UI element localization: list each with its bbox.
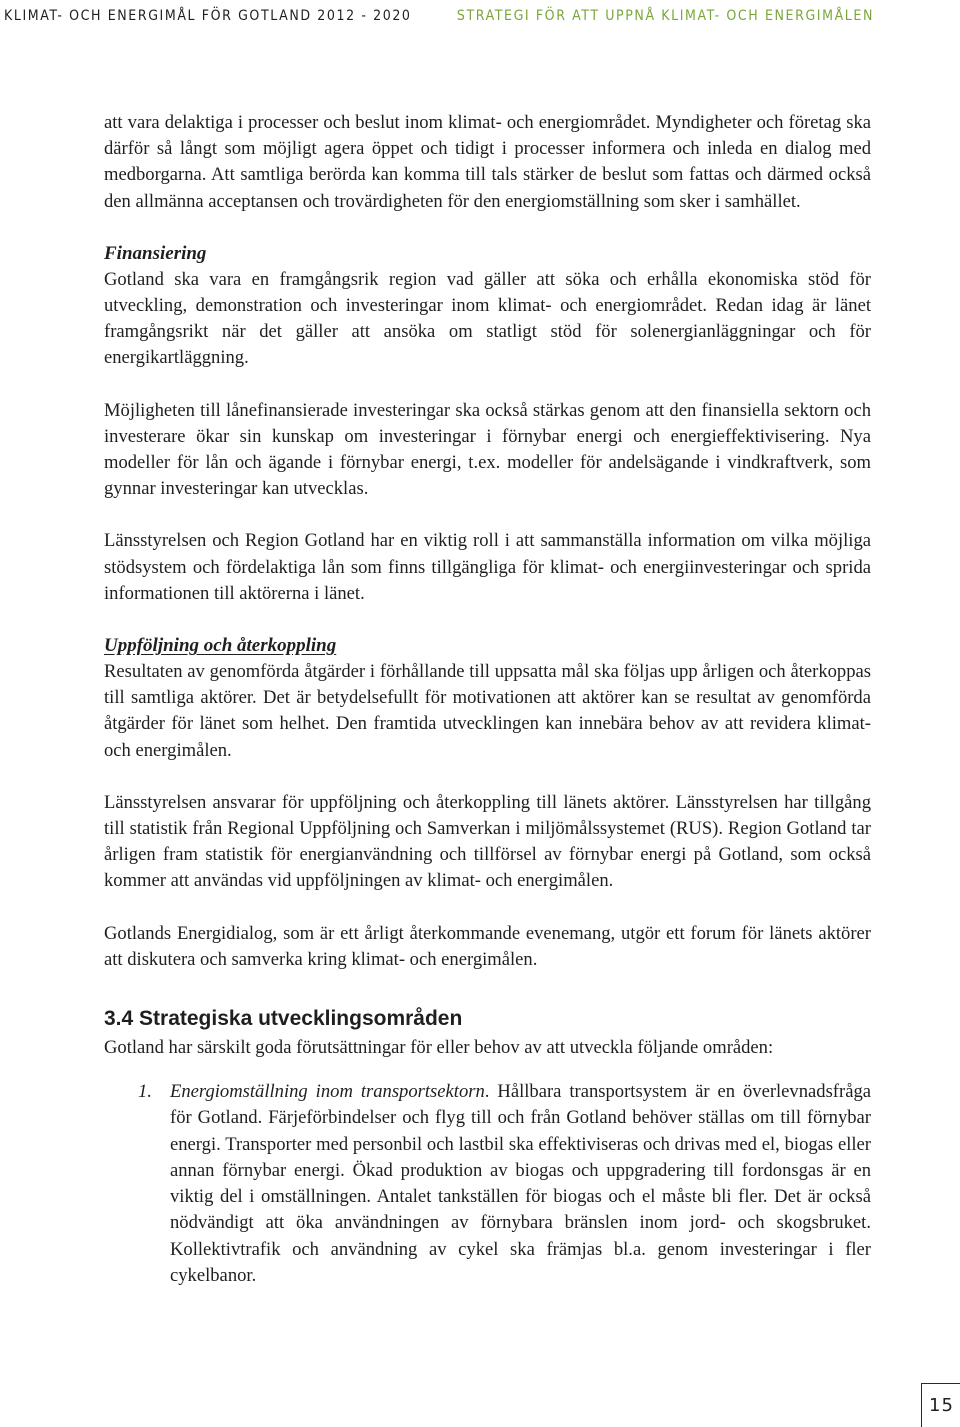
list-item-title-period: . xyxy=(484,1081,498,1103)
list-item-number: 1. xyxy=(138,1081,152,1103)
uppfoljning-paragraph-3: Gotlands Energidialog, som är ett årligt återkommande evenemang, utgör ett forum för länets aktörer att diskutera och samverka kring klimat- och energimålen. xyxy=(104,922,871,970)
uppfoljning-paragraph-1: Resultaten av genomförda åtgärder i förhållande till uppsatta mål ska följas upp årligen och återkoppas till samtliga aktörer. Det är betydelsefullt för motivationen att aktörer kan se resultat av genomförda åtgärder för länet som helhet. Den framtida utvecklingen kan innebära behov av att revidera klimat- och energimålen. xyxy=(104,661,871,761)
finansiering-paragraph-3: Länsstyrelsen och Region Gotland har en viktig roll i att sammanställa information om vilka möjliga stödsystem och fördelaktiga lån som finns tillgängliga för klimat- och energiinvesteringar och sprida informationen till aktörerna i länet. xyxy=(104,530,871,604)
intro-paragraph: att vara delaktiga i processer och beslut inom klimat- och energiområdet. Myndigheter och företag ska därför så långt som möjligt agera öppet och tidigt i processer informera och inleda en dialog med medborgarna. Att samtliga berörda kan komma till tals stärker de beslut som fattas och därmed också den allmänna acceptansen och trovärdigheten för den energiomställning som sker i samhället. xyxy=(104,112,871,212)
section-intro: Gotland har särskilt goda förutsättningar för eller behov av att utveckla följande områden: xyxy=(104,1037,774,1059)
heading-finansiering: Finansiering xyxy=(104,242,207,264)
uppfoljning-paragraph-2: Länsstyrelsen ansvarar för uppföljning och återkoppling till länets aktörer. Länsstyrelsen har tillgång till statistik från Regional Uppföljning och Samverkan i miljömålssystemet (RUS). Region Gotland tar årligen fram statistik för energianvändning och tillförsel av förnybar energi på Gotland, som också kommer att användas vid uppföljningen av klimat- och energimålen. xyxy=(104,791,871,892)
finansiering-paragraph-2: Möjligheten till lånefinansierade investeringar ska också stärkas genom att den finansiella sektorn och investerare ökar sin kunskap om investeringar i förnybar energi och energieffektivisering. Nya modeller för lån och ägande i förnybar energi, t.ex. modeller för andelsägande i vindkraftverk, som gynnar investeringar kan utvecklas. xyxy=(104,399,871,500)
list-item-text: Hållbara transportsystem är en överlevnadsfråga för Gotland. Färjeförbindelser och flyg till och från Gotland behöver ställas om till förnybar energi. Transporter med personbil och lastbil ska effektiviseras och drivas med el, biogas eller annan förnybar energi. Ökad produktion av biogas och uppgradering till fordonsgas är en viktig del i omställningen. Antalet tankställen för biogas och el måste bli fler. Det är också nödvändigt att öka användningen av förnybara bränslen inom jord- och skogsbruket. Kollektivtrafik och användning av cykel ska främjas bl.a. genom investeringar i fler cykelbanor. xyxy=(170,1081,871,1286)
running-header-chapter: STRATEGI FÖR ATT UPPNÅ KLIMAT- OCH ENERGIMÅLEN xyxy=(456,8,874,24)
strategy-list xyxy=(104,1079,871,1289)
heading-uppfoljning: Uppföljning och återkoppling xyxy=(104,635,337,657)
section-heading: 3.4 Strategiska utvecklingsområden xyxy=(104,1007,463,1031)
list-item xyxy=(170,1079,871,1289)
page-number-box xyxy=(921,1383,960,1427)
finansiering-paragraph-1: Gotland ska vara en framgångsrik region vad gäller att söka och erhålla ekonomiska stöd för utveckling, demonstration och investeringar inom klimat- och energiområdet. Redan idag är länet framgångsrikt när det gäller att ansöka om statligt stöd för solenergianläggningar och för energikartläggning. xyxy=(104,268,871,369)
list-item-title: Energiomställning inom transportsektorn xyxy=(170,1081,485,1103)
running-header-title: KLIMAT- OCH ENERGIMÅL FÖR GOTLAND 2012 - 2020 xyxy=(4,8,412,24)
main-content xyxy=(104,110,871,1289)
page-number: 15 xyxy=(929,1395,954,1416)
